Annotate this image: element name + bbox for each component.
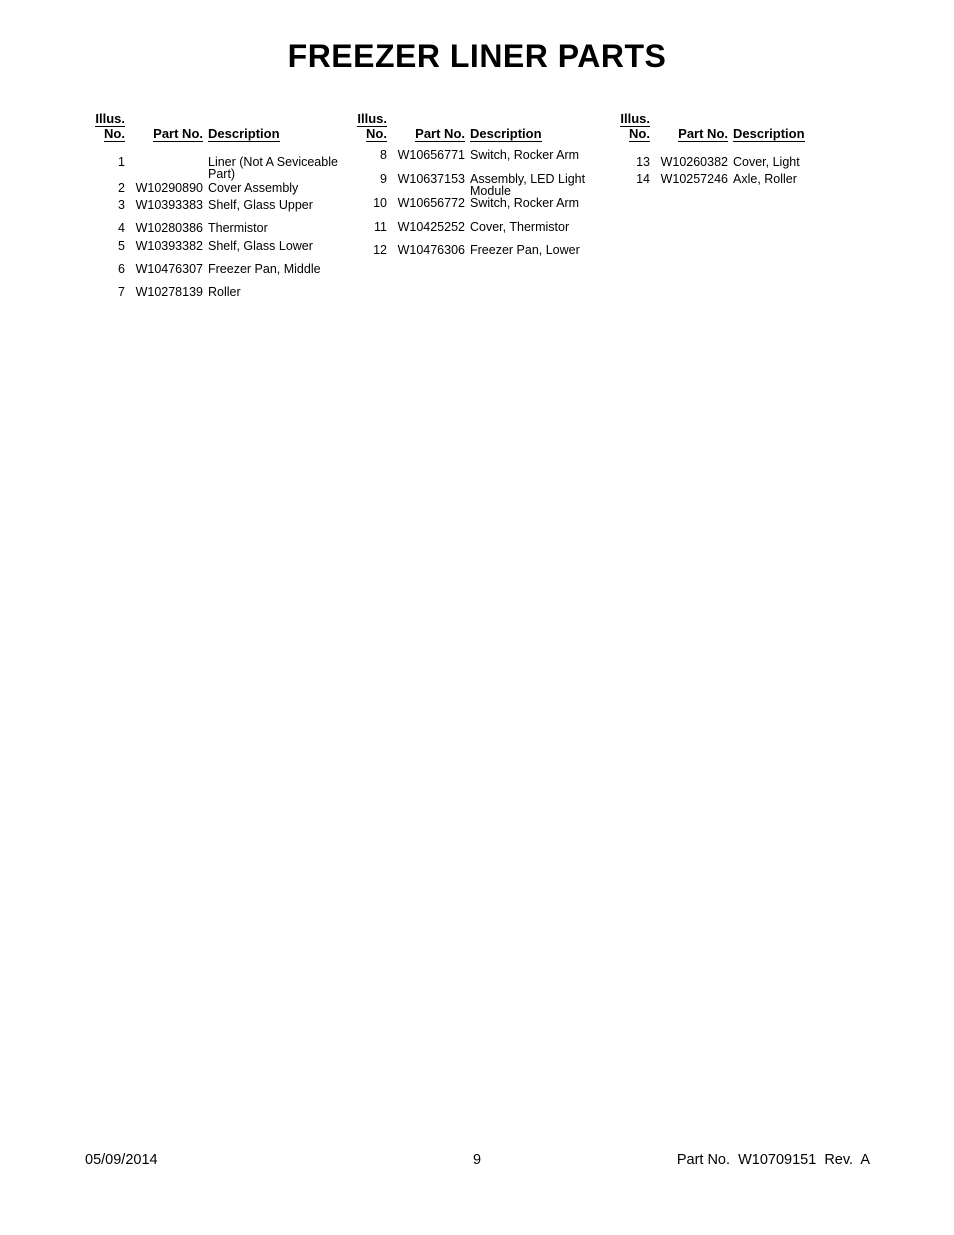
- illus-no: 9: [380, 172, 387, 186]
- illus-no: 6: [118, 262, 125, 276]
- illus-no: 12: [373, 243, 387, 257]
- description: Switch, Rocker Arm: [470, 196, 580, 210]
- part-no: W10476306: [397, 243, 465, 257]
- part-no: W10393382: [135, 239, 203, 253]
- illus-no: 11: [374, 220, 387, 234]
- part-no: W10290890: [135, 181, 203, 195]
- header-part-no: Part No.: [415, 126, 465, 141]
- illus-no: 14: [636, 172, 650, 186]
- illus-no: 7: [118, 285, 125, 299]
- header-description: Description: [733, 126, 805, 141]
- description: Shelf, Glass Upper: [208, 198, 313, 212]
- illus-no: 4: [118, 221, 125, 235]
- page-title: FREEZER LINER PARTS: [287, 38, 667, 74]
- header-no: No.: [366, 126, 387, 141]
- illus-no: 10: [373, 196, 387, 210]
- header-illus: Illus.: [620, 111, 650, 126]
- description: Cover, Light: [733, 155, 800, 169]
- header-part-no: Part No.: [153, 126, 203, 141]
- illus-no: 5: [118, 239, 125, 253]
- parts-column-2: [355, 112, 617, 312]
- header-no: No.: [629, 126, 650, 141]
- description: Freezer Pan, Lower: [470, 243, 580, 257]
- illus-no: 2: [118, 181, 125, 195]
- description: Switch, Rocker Arm: [470, 148, 580, 162]
- part-no: W10280386: [135, 221, 203, 235]
- description: Cover Assembly: [208, 181, 299, 195]
- part-no: W10656772: [397, 196, 465, 210]
- header-illus: Illus.: [95, 111, 125, 126]
- footer-date: 05/09/2014: [85, 1152, 158, 1168]
- illus-no: 3: [118, 198, 125, 212]
- description: Liner (Not A Seviceable Part): [208, 155, 338, 181]
- footer-part-number: Part No. W10709151 Rev. A: [676, 1152, 870, 1168]
- header-no: No.: [104, 126, 125, 141]
- header-part-no: Part No.: [678, 126, 728, 141]
- description: Thermistor: [208, 221, 268, 235]
- header-illus: Illus.: [357, 111, 387, 126]
- part-no: W10278139: [135, 285, 203, 299]
- description: Freezer Pan, Middle: [208, 262, 321, 276]
- parts-column-3: [618, 112, 880, 312]
- part-no: W10393383: [135, 198, 203, 212]
- part-no: W10257246: [660, 172, 728, 186]
- illus-no: 13: [636, 155, 650, 169]
- part-no: W10260382: [660, 155, 728, 169]
- part-no: W10476307: [135, 262, 203, 276]
- description: Roller: [208, 285, 241, 299]
- parts-column-1: [93, 112, 355, 312]
- description: Shelf, Glass Lower: [208, 239, 313, 253]
- description: Cover, Thermistor: [470, 220, 570, 234]
- part-no: W10656771: [397, 148, 465, 162]
- part-no: W10637153: [397, 172, 465, 186]
- header-description: Description: [208, 126, 280, 141]
- footer-page-number: 9: [472, 1152, 482, 1168]
- part-no: W10425252: [397, 220, 465, 234]
- illus-no: 8: [380, 148, 387, 162]
- description: Axle, Roller: [733, 172, 797, 186]
- description: Assembly, LED Light Module: [470, 172, 586, 198]
- illus-no: 1: [118, 155, 125, 169]
- header-description: Description: [470, 126, 542, 141]
